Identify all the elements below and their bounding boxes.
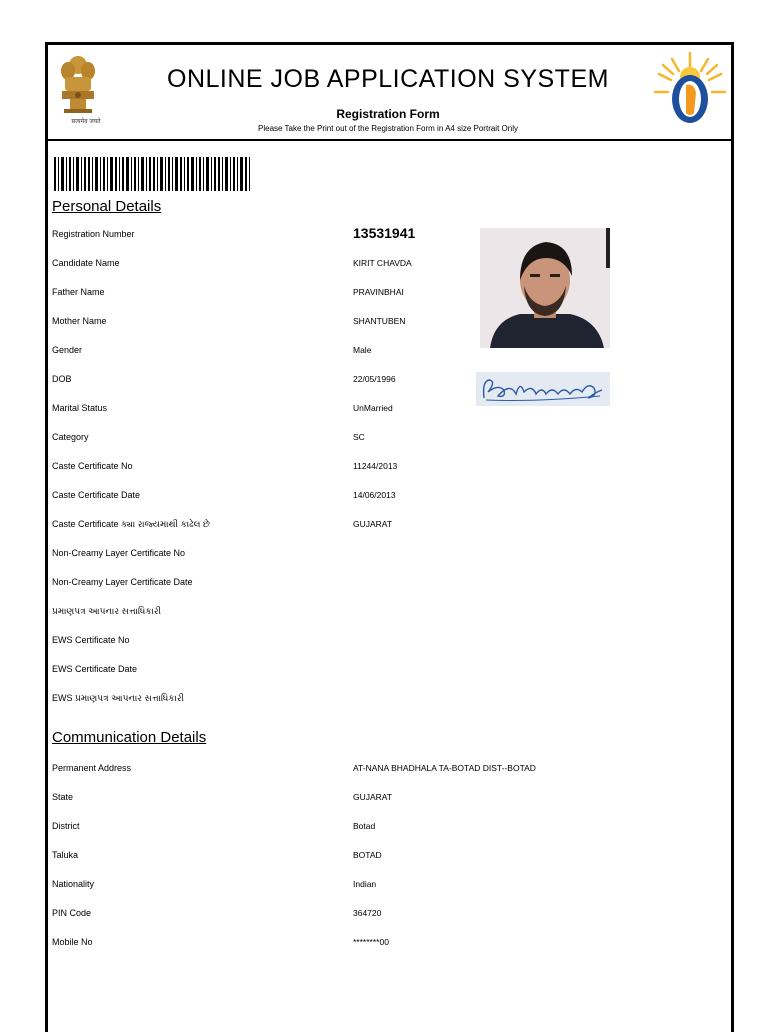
field-label: PIN Code [52, 908, 92, 918]
field-value: 11244/2013 [353, 461, 398, 471]
field-label: EWS પ્રમાણપત્ર આપનાર સત્તાધિકારી [52, 693, 185, 703]
emblem-caption: सत्यमेव जयते [71, 119, 101, 125]
field-label: Marital Status [52, 403, 108, 413]
field-label: District [52, 821, 80, 831]
field-category [52, 432, 712, 452]
field-marital-status [52, 403, 712, 423]
field-caste-certificate-date [52, 490, 712, 510]
field-value: Botad [353, 821, 376, 831]
personal-details-heading: Personal Details [52, 198, 162, 215]
field-value: SC [353, 432, 365, 442]
page-title: ONLINE JOB APPLICATION SYSTEM [167, 65, 609, 93]
field-caste-certificate-state [52, 519, 712, 539]
field-label: DOB [52, 374, 72, 384]
field-label: Gender [52, 345, 83, 355]
field-non-creamy-certificate-date [52, 577, 712, 597]
field-value: KIRIT CHAVDA [353, 258, 412, 268]
national-emblem-icon [56, 51, 100, 129]
print-instruction: Please Take the Print out of the Registration Form in A4 size Portrait Only [258, 124, 518, 133]
field-value: UnMarried [353, 403, 393, 413]
field-dob [52, 374, 712, 394]
field-label: EWS Certificate Date [52, 664, 138, 674]
form-header [48, 45, 731, 141]
field-label: Mother Name [52, 316, 107, 326]
field-certificate-authority [52, 606, 712, 626]
field-value: PRAVINBHAI [353, 287, 404, 297]
field-non-creamy-certificate-no [52, 548, 712, 568]
field-label: EWS Certificate No [52, 635, 130, 645]
field-ews-certificate-date [52, 664, 712, 684]
field-value: Indian [353, 879, 377, 889]
field-label: Father Name [52, 287, 105, 297]
field-label: Mobile No [52, 937, 93, 947]
field-mother-name [52, 316, 712, 336]
field-value: AT-NANA BHADHALA TA-BOTAD DIST--BOTAD [353, 763, 536, 773]
form-subtitle: Registration Form [336, 107, 440, 121]
field-candidate-name [52, 258, 712, 278]
field-state [52, 792, 712, 812]
registration-form [45, 42, 734, 1032]
field-value: Male [353, 345, 372, 355]
field-label: Nationality [52, 879, 95, 889]
candidate-signature [476, 372, 610, 406]
field-label: State [52, 792, 74, 802]
field-value: ********00 [353, 937, 389, 947]
field-value: BOTAD [353, 850, 382, 860]
field-label: Permanent Address [52, 763, 132, 773]
field-value: GUJARAT [353, 519, 393, 529]
field-mobile-no [52, 937, 712, 957]
field-label: Taluka [52, 850, 79, 860]
field-nationality [52, 879, 712, 899]
field-value: 14/06/2013 [353, 490, 396, 500]
field-father-name [52, 287, 712, 307]
field-caste-certificate-no [52, 461, 712, 481]
field-ews-certificate-authority [52, 693, 712, 713]
field-value: SHANTUBEN [353, 316, 406, 326]
field-label: Non-Creamy Layer Certificate Date [52, 577, 193, 587]
candidate-photo [480, 228, 610, 348]
field-label: Registration Number [52, 229, 135, 239]
field-value: GUJARAT [353, 792, 393, 802]
field-label: Caste Certificate No [52, 461, 133, 471]
field-label: Caste Certificate Date [52, 490, 141, 500]
field-gender [52, 345, 712, 365]
field-registration-number [52, 225, 712, 249]
field-label: Non-Creamy Layer Certificate No [52, 548, 186, 558]
field-label: Candidate Name [52, 258, 120, 268]
field-permanent-address [52, 763, 712, 783]
barcode [54, 157, 254, 191]
field-ews-certificate-no [52, 635, 712, 655]
field-district [52, 821, 712, 841]
field-label: પ્રમાણપત્ર આપનાર સત્તાધિકારી [52, 606, 162, 616]
field-value: 13531941 [353, 225, 416, 241]
field-value: 364720 [353, 908, 382, 918]
field-label: Category [52, 432, 89, 442]
field-label: Caste Certificate ક્યા રાજ્યમાથી કાઢેલ છે [52, 519, 210, 529]
communication-details-heading: Communication Details [52, 729, 207, 746]
sun-logo-icon [650, 47, 730, 127]
field-pin-code [52, 908, 712, 928]
field-value: 22/05/1996 [353, 374, 396, 384]
field-taluka [52, 850, 712, 870]
